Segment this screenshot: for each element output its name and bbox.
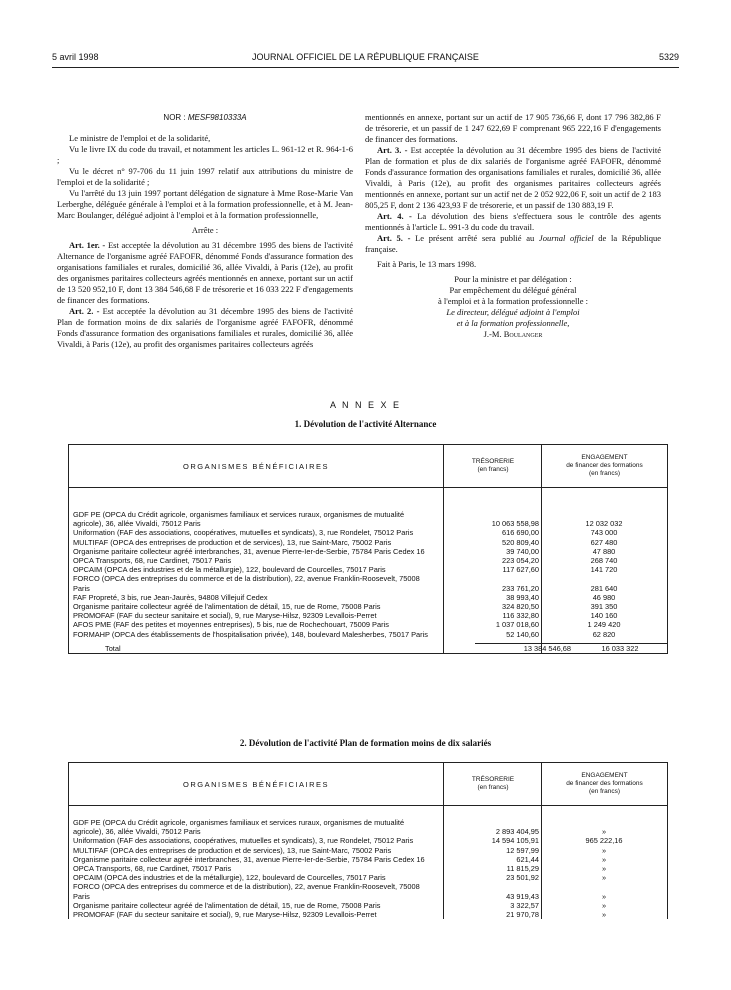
engagement-value: 47 880: [592, 546, 616, 556]
table-body: [69, 488, 667, 653]
col-tresorerie: [443, 445, 542, 487]
article-3-label: Art. 3. -: [377, 145, 408, 155]
fait-a-paris: Fait à Paris, le 13 mars 1998.: [377, 259, 477, 269]
article-5-label: Art. 5. -: [377, 233, 411, 243]
col-engagement-unit: (en francs): [588, 470, 621, 477]
organisme-name: FORMAHP (OPCA des établissements de l'hospitalisation privée), 148, boulevard Malesherbes, 75017 Paris: [73, 629, 428, 639]
article-3-text: Est acceptée la dévolution au 31 décembre 1995 des biens de l'activité Plan de formation et plus de dix salariés de l'organisme agréé FAFOFR, dénommé Fonds d'assurance formation des organisations familiales et rurales, domicilié 36, allée Vivaldi, à Paris (12e), au profit des organismes paritaires collecteurs agréés mentionnés en annexe, portant sur un actif net de 2 052 922,06 F, soit un actif de 2 183 805,25 F, dont 2 136 423,93 F de trésorerie, et un passif de 130 883,19 F.: [365, 145, 661, 210]
signature-line-4: Le directeur, délégué adjoint à l'emploi: [446, 307, 580, 317]
visa-arrete: Vu l'arrêté du 13 juin 1997 portant délégation de signature à Mme Rose-Marie Van Lerberghe, déléguée générale à l'emploi et à la formation professionnelle, et à M. Jean-Marc Boulanger, délégué adjoint à l'emploi et à la formation professionnelle,: [57, 188, 353, 220]
signature-line-3: à l'emploi et à la formation professionnelle :: [438, 296, 588, 306]
tresorerie-value: 43 919,43: [506, 891, 539, 901]
tresorerie-value: 11 815,29: [506, 864, 539, 874]
tresorerie-value: 233 761,20: [502, 583, 539, 593]
article-2-text: Est acceptée la dévolution au 31 décembre 1995 des biens de l'activité Plan de formation moins de dix salariés de l'organisme agréé FAFOFR, dénommé Fonds d'assurance formation des organisations familiales et rurales, domicilié 36, allée Vivaldi, à Paris (12e), au profit des organismes paritaires collecteurs agréés: [57, 306, 353, 349]
col-engagement: [541, 445, 667, 487]
tresorerie-value: 117 627,60: [502, 565, 539, 575]
journal-officiel-ref: Journal officiel: [538, 233, 594, 243]
tresorerie-value: 2 893 404,95: [495, 827, 539, 837]
col-tresorerie-label: TRÉSORERIE: [471, 458, 515, 465]
organisme-name: AFOS PME (FAF des petites et moyennes entreprises), 5 bis, rue de Rochechouart, 75009 Paris: [73, 620, 389, 630]
table-row: [69, 901, 667, 910]
table-row: [69, 538, 667, 547]
table-header: [69, 763, 667, 806]
visa-livre-ix: Vu le livre IX du code du travail, et notamment les articles L. 961-12 et R. 964-1-6 ;: [57, 144, 353, 165]
engagement-value: 46 980: [592, 592, 616, 602]
organisme-name: OPCA Transports, 68, rue Cardinet, 75017 Paris: [73, 864, 232, 874]
organisme-name: PROMOFAF (FAF du secteur sanitaire et social), 9, rue Maryse-Hilsz, 92309 Levallois-Perret: [73, 611, 377, 621]
table-row: [69, 528, 667, 537]
engagement-value: 141 720: [590, 565, 618, 575]
organisme-name: Organisme paritaire collecteur agréé de l'alimentation de détail, 15, rue de Rome, 75008 Paris: [73, 900, 381, 910]
engagement-value: 62 820: [592, 629, 616, 639]
article-4-text: La dévolution des biens s'effectuera sous le contrôle des agents mentionnés à l'article L. 991-3 du code du travail.: [365, 211, 661, 232]
table-header: [69, 445, 667, 488]
table-row: [69, 864, 667, 873]
table-row: [69, 510, 667, 528]
nor-code: MESF9810333A: [187, 113, 247, 122]
right-column: [365, 112, 661, 340]
journal-title: JOURNAL OFFICIEL DE LA RÉPUBLIQUE FRANÇAISE: [252, 52, 479, 62]
signature-line-1: Pour la ministre et par délégation :: [454, 274, 572, 284]
article-5-text-b: de la République française.: [365, 233, 661, 254]
article-1-text: Est acceptée la dévolution au 31 décembre 1995 des biens de l'activité Alternance de l'organisme agréé FAFOFR, dénommé Fonds d'assurance formation des organisations familiales et rurales, domicilié 36, allée Vivaldi, à Paris (12e), au profit des organismes paritaires collecteurs agréés mentionnés en annexe, portant sur un actif de 13 520 952,10 F, dont 13 384 546,68 F de trésorerie et 16 033 222 F d'engagements de financer des formations.: [57, 240, 353, 305]
organisme-name: OPCA Transports, 68, rue Cardinet, 75017 Paris: [73, 556, 232, 566]
tresorerie-value: 116 332,80: [502, 611, 539, 621]
tresorerie-value: 1 037 018,60: [495, 620, 539, 630]
col-organismes: ORGANISMES BÉNÉFICIAIRES: [182, 779, 330, 789]
col-engagement-unit: (en francs): [588, 788, 621, 795]
col-organismes: ORGANISMES BÉNÉFICIAIRES: [182, 461, 330, 471]
tresorerie-value: 12 597,99: [506, 845, 539, 855]
organisme-name: FAF Propreté, 3 bis, rue Jean-Jaurès, 94808 Villejuif Cedex: [73, 592, 268, 602]
organisme-name: MULTIFAF (OPCA des entreprises de production et de services), 13, rue Saint-Marc, 75002 Paris: [73, 537, 392, 547]
table-row: [69, 565, 667, 574]
engagement-value: 140 160: [590, 611, 618, 621]
annexe-title: A N N E X E: [329, 400, 402, 410]
table-row: [69, 611, 667, 620]
organisme-name: PROMOFAF (FAF du secteur sanitaire et social), 9, rue Maryse-Hilsz, 92309 Levallois-Perret: [73, 910, 377, 920]
article-2-label: Art. 2. -: [69, 306, 100, 316]
tresorerie-value: 21 970,78: [506, 910, 539, 920]
tresorerie-value: 10 063 558,98: [491, 519, 539, 529]
col-tresorerie-unit: (en francs): [477, 784, 509, 791]
tresorerie-value: 3 322,57: [510, 900, 539, 910]
tresorerie-value: 223 054,20: [502, 556, 539, 566]
organisme-name: Organisme paritaire collecteur agréé de l'alimentation de détail, 15, rue de Rome, 75008 Paris: [73, 602, 381, 612]
signature-line-2: Par empêchement du délégué général: [449, 285, 577, 295]
header-rule: [52, 67, 679, 68]
article-5: [365, 233, 661, 255]
organisme-name: GDF PE (OPCA du Crédit agricole, organismes familiaux et services ruraux, organismes de mutualité agricole), 36, allée Vivaldi, 75012 Paris: [73, 510, 405, 529]
article-2-continued: mentionnés en annexe, portant sur un actif de 17 905 736,66 F, dont 17 796 382,86 F de trésorerie, et un passif de 1 247 622,69 F comprenant 965 222,16 F d'engagements de financer des formations.: [365, 112, 661, 144]
signature-line-5: et à la formation professionnelle,: [456, 318, 570, 328]
running-header: [52, 52, 679, 68]
table-row: [69, 855, 667, 864]
col-engagement-desc: de financer des formations: [566, 462, 643, 469]
engagement-value: 391 350: [590, 602, 618, 612]
engagement-value: »: [601, 827, 607, 837]
article-4-label: Art. 4. -: [377, 211, 412, 221]
engagement-value: 281 640: [590, 583, 618, 593]
table-row: [69, 556, 667, 565]
organisme-name: Uniformation (FAF des associations, coopératives, mutuelles et syndicats), 3, rue Rondelet, 75012 Paris: [73, 528, 414, 538]
organisme-name: OPCAIM (OPCA des industries et de la métallurgie), 122, boulevard de Courcelles, 75017 Paris: [73, 873, 386, 883]
engagement-value: »: [601, 891, 607, 901]
section-2-title-text: 2. Dévolution de l'activité Plan de formation moins de dix salariés: [239, 738, 492, 748]
engagement-value: »: [601, 845, 607, 855]
table-row: [69, 882, 667, 900]
table-row: [69, 873, 667, 882]
col-engagement: [541, 763, 667, 805]
section-1-title: [0, 419, 731, 429]
organisme-name: Organisme paritaire collecteur agréé interbranches, 31, avenue Pierre-Ier-de-Serbie, 75784 Paris Cedex 16: [73, 546, 425, 556]
signatory-name: J.-M. Boulanger: [483, 329, 543, 339]
article-3: [365, 145, 661, 211]
article-1-label: Art. 1er. -: [69, 240, 106, 250]
organisme-name: OPCAIM (OPCA des industries et de la métallurgie), 122, boulevard de Courcelles, 75017 Paris: [73, 565, 386, 575]
organisme-name: Uniformation (FAF des associations, coopératives, mutuelles et syndicats), 3, rue Rondelet, 75012 Paris: [73, 836, 414, 846]
tresorerie-value: 324 820,50: [502, 602, 539, 612]
article-4: [365, 211, 661, 233]
total-row: [69, 643, 667, 653]
organisme-name: MULTIFAF (OPCA des entreprises de production et de services), 13, rue Saint-Marc, 75002 Paris: [73, 845, 392, 855]
col-engagement-label: ENGAGEMENT: [581, 454, 628, 461]
minister-line: Le ministre de l'emploi et de la solidarité,: [69, 133, 211, 143]
table-row: [69, 602, 667, 611]
table-row: [69, 836, 667, 845]
visa-decret: Vu le décret n° 97-706 du 11 juin 1997 relatif aux attributions du ministre de l'emploi et de la solidarité ;: [57, 166, 353, 187]
total-engagement: 16 033 322: [573, 643, 667, 653]
tresorerie-value: 52 140,60: [506, 629, 539, 639]
col-tresorerie: [443, 763, 542, 805]
left-column: [57, 112, 353, 350]
tresorerie-value: 14 594 105,91: [491, 836, 539, 846]
table-row: [69, 910, 667, 919]
organisme-name: GDF PE (OPCA du Crédit agricole, organismes familiaux et services ruraux, organismes de mutualité agricole), 36, allée Vivaldi, 75012 Paris: [73, 818, 405, 837]
total-tresorerie: 13 384 546,68: [475, 643, 573, 653]
engagement-value: »: [601, 854, 607, 864]
nor-reference: [57, 112, 353, 123]
signature-block: [365, 274, 661, 340]
table-body: [69, 806, 667, 919]
publication-date: 5 avril 1998: [52, 52, 99, 62]
organisme-name: FORCO (OPCA des entreprises du commerce et de la distribution), 22, avenue Franklin-Roosevelt, 75008 Paris: [73, 574, 420, 593]
engagement-value: 965 222,16: [585, 836, 623, 846]
table-row: [69, 630, 667, 639]
engagement-value: 627 480: [590, 537, 618, 547]
arrete-heading: Arrête :: [191, 225, 219, 235]
engagement-value: 743 000: [590, 528, 618, 538]
article-1: [57, 240, 353, 306]
tresorerie-value: 23 501,92: [506, 873, 539, 883]
table-row: [69, 593, 667, 602]
engagement-value: »: [601, 864, 607, 874]
nor-label: NOR :: [163, 113, 188, 122]
table-alternance: [68, 444, 668, 654]
section-2-title: [0, 738, 731, 748]
table-row: [69, 620, 667, 629]
article-2: [57, 306, 353, 350]
tresorerie-value: 39 740,00: [506, 546, 539, 556]
table-plan-formation: [68, 762, 668, 919]
engagement-value: »: [601, 910, 607, 920]
organisme-name: FORCO (OPCA des entreprises du commerce et de la distribution), 22, avenue Franklin-Roosevelt, 75008 Paris: [73, 882, 420, 901]
engagement-value: »: [601, 873, 607, 883]
tresorerie-value: 616 690,00: [502, 528, 539, 538]
section-1-title-text: 1. Dévolution de l'activité Alternance: [294, 419, 437, 429]
table-row: [69, 846, 667, 855]
col-tresorerie-label: TRÉSORERIE: [471, 776, 515, 783]
tresorerie-value: 621,44: [516, 854, 539, 864]
article-5-text-a: Le présent arrêté sera publié au: [410, 233, 539, 243]
tresorerie-value: 520 809,40: [502, 537, 539, 547]
tresorerie-value: 38 993,40: [506, 592, 539, 602]
engagement-value: 12 032 032: [585, 519, 623, 529]
col-tresorerie-unit: (en francs): [477, 466, 509, 473]
organisme-name: Organisme paritaire collecteur agréé interbranches, 31, avenue Pierre-Ier-de-Serbie, 75784 Paris Cedex 16: [73, 854, 425, 864]
engagement-value: »: [601, 900, 607, 910]
page-number: 5329: [658, 52, 679, 62]
col-engagement-label: ENGAGEMENT: [581, 772, 628, 779]
engagement-value: 268 740: [590, 556, 618, 566]
table-row: [69, 547, 667, 556]
table-row: [69, 574, 667, 592]
total-label: Total: [105, 643, 121, 653]
engagement-value: 1 249 420: [587, 620, 621, 630]
table-row: [69, 818, 667, 836]
col-engagement-desc: de financer des formations: [566, 780, 643, 787]
